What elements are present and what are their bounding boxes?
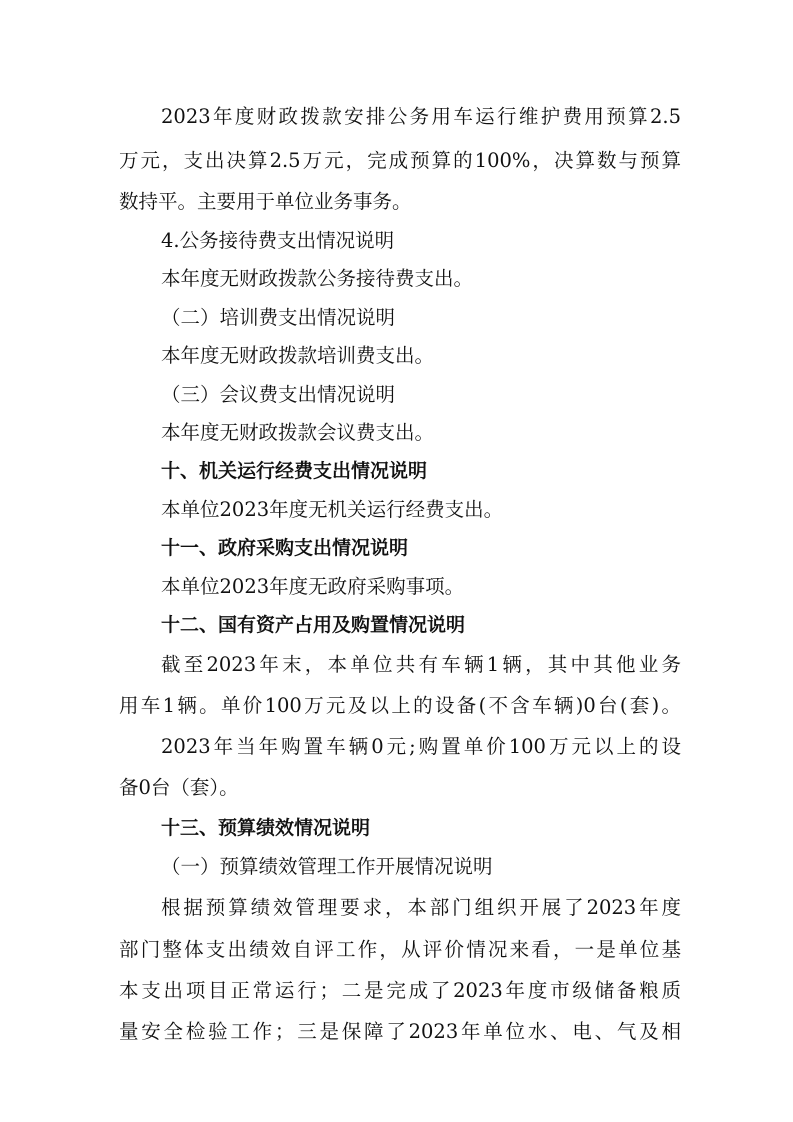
paragraph-line: 根据预算绩效管理要求，本部门组织开展了2023年度 <box>161 896 681 919</box>
paragraph-line: 截至2023年末，本单位共有车辆1辆，其中其他业务 <box>161 653 681 676</box>
subsection-title: （三）会议费支出情况说明 <box>161 383 396 406</box>
section-heading: 十、机关运行经费支出情况说明 <box>161 460 428 482</box>
subsection-title: （一）预算绩效管理工作开展情况说明 <box>161 855 493 878</box>
paragraph-line: 万元，支出决算2.5万元，完成预算的100%，决算数与预算 <box>119 149 681 172</box>
paragraph-line: 量安全检验工作；三是保障了2023年单位水、电、气及相 <box>119 1020 681 1043</box>
subsection-title: （二）培训费支出情况说明 <box>161 306 396 329</box>
section-heading: 十一、政府采购支出情况说明 <box>161 537 409 559</box>
paragraph-line: 本年度无财政拨款公务接待费支出。 <box>161 267 474 290</box>
paragraph-line: 本支出项目正常运行；二是完成了2023年度市级储备粮质 <box>119 979 681 1002</box>
section-heading: 十二、国有资产占用及购置情况说明 <box>161 614 466 636</box>
subsection-title: 4.公务接待费支出情况说明 <box>161 229 395 252</box>
paragraph-line: 本单位2023年度无政府采购事项。 <box>161 575 465 598</box>
section-heading: 十三、预算绩效情况说明 <box>161 817 371 839</box>
paragraph-line: 部门整体支出绩效自评工作，从评价情况来看，一是单位基 <box>119 938 681 961</box>
paragraph-line: 数持平。主要用于单位业务事务。 <box>119 190 412 213</box>
paragraph-line: 2023年度财政拨款安排公务用车运行维护费用预算2.5 <box>161 105 681 128</box>
paragraph-line: 2023年当年购置车辆0元;购置单价100万元以上的设 <box>161 735 681 758</box>
paragraph-line: 本单位2023年度无机关运行经费支出。 <box>161 498 504 521</box>
paragraph-line: 备0台（套）。 <box>119 776 239 799</box>
paragraph-line: 本年度无财政拨款会议费支出。 <box>161 421 435 444</box>
paragraph-line: 本年度无财政拨款培训费支出。 <box>161 344 435 367</box>
paragraph-line: 用车1辆。单价100万元及以上的设备(不含车辆)0台(套)。 <box>119 694 681 717</box>
